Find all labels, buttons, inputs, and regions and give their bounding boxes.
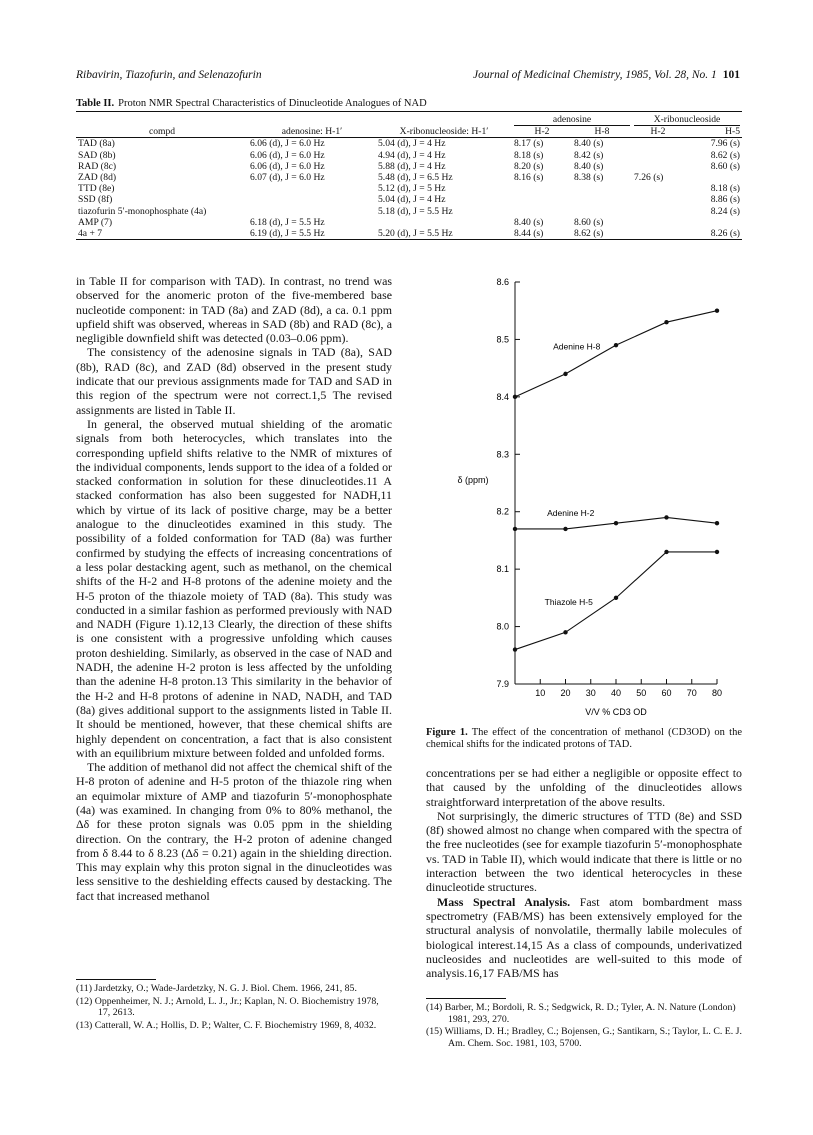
series-label: Thiazole H-5 xyxy=(544,597,593,608)
cell-x-h2 xyxy=(632,228,684,240)
section-heading: Mass Spectral Analysis. xyxy=(437,894,571,909)
cell-x-h2 xyxy=(632,206,684,217)
table-row xyxy=(76,183,742,194)
cell-adenosine-h1: 6.19 (d), J = 5.5 Hz xyxy=(248,228,376,240)
table-row xyxy=(76,206,742,217)
cell-compd: 4a + 7 xyxy=(76,228,248,240)
table-row xyxy=(76,138,742,150)
cell-h8: 8.40 (s) xyxy=(574,160,604,172)
data-point xyxy=(614,521,618,525)
cell-compd: AMP (7) xyxy=(78,216,113,228)
cell-adenosine-h1: 6.18 (d), J = 5.5 Hz xyxy=(250,216,325,228)
cell-x-h5: 7.96 (s) xyxy=(710,138,740,150)
journal-citation: Journal of Medicinal Chemistry, 1985, Vol. 28, No. 1 xyxy=(473,69,717,81)
cell-adenosine-h1: 6.06 (d), J = 6.0 Hz xyxy=(250,160,325,172)
cell-compd: TAD (8a) xyxy=(78,138,115,150)
cell-compd: SSD (8f) xyxy=(78,194,113,206)
data-point xyxy=(563,372,567,376)
paragraph: concentrations per se had either a negligible or opposite effect to that caused by the unfolding of the dinucleotides allows straightforward interpretation of the above results. xyxy=(426,766,742,809)
cell-x-h1: 4.94 (d), J = 4 Hz xyxy=(378,149,446,161)
cell-h2: 8.44 (s) xyxy=(512,228,572,240)
cell-h2: 8.18 (s) xyxy=(514,149,544,161)
y-tick-label: 8.5 xyxy=(496,334,509,345)
cell-adenosine-h1: 6.06 (d), J = 6.0 Hz xyxy=(250,149,325,161)
cell-h8: 8.62 (s) xyxy=(572,228,632,240)
cell-adenosine-h1 xyxy=(248,206,376,217)
x-tick-label: 30 xyxy=(585,688,596,698)
cell-x-h5: 8.26 (s) xyxy=(684,228,742,240)
table-row xyxy=(76,228,742,240)
right-column-body xyxy=(426,766,742,980)
data-point xyxy=(513,395,517,399)
column-header-compd: compd xyxy=(76,126,248,138)
cell-compd: SAD (8b) xyxy=(78,149,116,161)
table-row xyxy=(76,172,742,183)
data-point xyxy=(715,550,719,554)
data-point xyxy=(513,527,517,531)
cell-adenosine-h1 xyxy=(248,183,376,194)
cell-x-h1: 5.18 (d), J = 5.5 Hz xyxy=(378,205,453,217)
cell-x-h5: 8.86 (s) xyxy=(710,194,740,206)
cell-h8: 8.38 (s) xyxy=(574,172,604,184)
column-header-h8: H-8 xyxy=(572,126,632,138)
cell-x-h5: 8.60 (s) xyxy=(710,160,740,172)
footnotes-left xyxy=(76,983,392,1032)
x-tick-label: 60 xyxy=(661,688,672,698)
series-label: Adenine H-2 xyxy=(547,508,595,519)
cell-h8: 8.60 (s) xyxy=(574,216,604,228)
x-tick-label: 40 xyxy=(610,688,622,698)
series-line xyxy=(515,311,717,397)
cell-x-h5 xyxy=(684,172,742,183)
paragraph: The consistency of the adenosine signals in TAD (8a), SAD (8b), RAD (8c), and ZAD (8d) observed in the present study indicate that our previous assignments made for TAD and SAD in this region of the spectrum were not correct.1,5 The revised assignments are listed in Table II. xyxy=(76,345,392,417)
cell-x-h2 xyxy=(632,150,684,161)
footnote: (12) Oppenheimer, N. J.; Arnold, L. J., Jr.; Kaplan, N. O. Biochemistry 1978, 17, 2613. xyxy=(76,995,379,1019)
cell-h2: 8.16 (s) xyxy=(514,172,544,184)
cell-h2 xyxy=(512,194,572,205)
footnotes-right xyxy=(426,1002,742,1050)
data-point xyxy=(563,630,567,634)
running-head-title: Ribavirin, Tiazofurin, and Selenazofurin xyxy=(76,69,262,81)
nmr-table xyxy=(76,111,742,240)
cell-x-h1: 5.20 (d), J = 5.5 Hz xyxy=(376,228,512,240)
footnote-divider xyxy=(426,998,506,999)
y-tick-label: 8.4 xyxy=(496,391,509,402)
data-point xyxy=(664,550,668,554)
table-row xyxy=(76,217,742,228)
cell-compd: TTD (8e) xyxy=(78,183,115,195)
y-tick-label: 8.2 xyxy=(496,506,509,517)
cell-x-h1: 5.04 (d), J = 4 Hz xyxy=(378,138,446,150)
cell-x-h2 xyxy=(632,217,684,228)
cell-adenosine-h1: 6.06 (d), J = 6.0 Hz xyxy=(250,138,325,150)
group-header-x-ribonucleoside: X-ribonucleoside xyxy=(634,114,740,126)
cell-h2 xyxy=(512,183,572,194)
cell-x-h5: 8.18 (s) xyxy=(710,183,740,195)
cell-x-h1 xyxy=(376,217,512,228)
data-point xyxy=(614,596,618,600)
mass-spec-text: Fast atom bombardment mass spectrometry (FAB/MS) has been extensively employed for the structural analysis of nonvolatile, thermally labile molecules of biological interest.14,15 As a class of compounds, underivatized nucleosides and nucleotides are well-suited to this mode of analysis.16,17 FAB/MS has xyxy=(426,894,743,981)
footnote: (11) Jardetzky, O.; Wade-Jardetzky, N. G. J. Biol. Chem. 1966, 241, 85. xyxy=(76,983,357,994)
figure-caption xyxy=(426,727,742,752)
paragraph: Not surprisingly, the dimeric structures of TTD (8e) and SSD (8f) showed almost no change when compared with the spectra of the free nucleotides (see for example tiazofurin 5′-monophosphate vs. TAD in Table II), which would indicate that there is little or no interaction between the two identical heterocycles in these dinucleotide structures. xyxy=(426,808,742,895)
group-header-adenosine: adenosine xyxy=(514,114,630,126)
left-column-body xyxy=(76,274,392,903)
footnote: (15) Williams, D. H.; Bradley, C.; Bojensen, G.; Santikarn, S.; Taylor, L. C. E. J. Am. Chem. Soc. 1981, 103, 5700. xyxy=(426,1026,742,1049)
x-tick-label: 20 xyxy=(560,688,571,698)
cell-h2: 8.20 (s) xyxy=(514,160,544,172)
data-point xyxy=(664,515,668,519)
paragraph-mass-spec xyxy=(426,895,742,981)
cell-x-h2 xyxy=(632,161,684,172)
cell-adenosine-h1: 6.07 (d), J = 6.0 Hz xyxy=(250,172,325,184)
table-row xyxy=(76,194,742,205)
cell-adenosine-h1 xyxy=(248,194,376,205)
chart-svg xyxy=(426,270,742,730)
x-tick-label: 80 xyxy=(711,688,723,698)
cell-h8 xyxy=(572,183,632,194)
table-row xyxy=(76,150,742,161)
cell-x-h5: 8.62 (s) xyxy=(710,149,740,161)
cell-h2: 8.40 (s) xyxy=(514,216,544,228)
cell-h2: 8.17 (s) xyxy=(514,138,544,150)
cell-h8 xyxy=(572,206,632,217)
footnote: (13) Catterall, W. A.; Hollis, D. P.; Walter, C. F. Biochemistry 1969, 8, 4032. xyxy=(76,1019,377,1031)
data-point xyxy=(614,343,618,347)
y-tick-label: 8.1 xyxy=(496,564,509,575)
data-point xyxy=(664,320,668,324)
cell-x-h1: 5.12 (d), J = 5 Hz xyxy=(378,183,446,195)
cell-x-h2: 7.26 (s) xyxy=(634,172,664,184)
data-point xyxy=(715,521,719,525)
paragraph: In general, the observed mutual shielding of the aromatic signals from both heterocycles, which translates into the corresponding upfield shifts relative to the NMR of mixtures of the individual components, lends support to the idea of a folded or stacked conformation in solution for these dinucleotides.11 A stacked conformation has also been suggested for NADH,11 which by virtue of its lack of positive charge, may be a better analogue to the dinucleotides examined in this study. The possibility of a folded conformation for TAD (8a) was further confirmed by studying the effects of increasing concentrations of a less polar destacking agent, such as methanol, on the chemical shifts of the H-2 and H-8 protons of the adenine moiety and the H-5 proton of the thiazole moiety of TAD (8a). This study was conducted in a similar fashion as performed previously with NAD and NADH (Figure 1).12,13 Clearly, the direction of these shifts is one consistent with a progressive unfolding which causes proton deshielding. Similarly, as observed in the case of NAD and NADH, the adenine H-2 proton is less affected by the unfolding than the adenine H-8 proton.13 This similarity in the behavior of the H-2 and H-8 protons of adenine in NAD, NADH, and TAD (8a) gives additional support to the assignments listed in Table II. It should be mentioned, however, that these chemical shifts are highly dependent on concentration, a fact that is also consistent with an equilibrium mixture between folded and unfolded forms. xyxy=(76,416,392,760)
x-tick-label: 10 xyxy=(535,688,546,698)
figure-1-chart xyxy=(426,270,742,730)
cell-x-h1: 5.04 (d), J = 4 Hz xyxy=(378,194,446,206)
table-row xyxy=(76,161,742,172)
footnote-divider xyxy=(76,979,156,980)
y-tick-label: 8.0 xyxy=(496,621,509,632)
table-label: Table II. xyxy=(76,98,115,109)
running-head-journal xyxy=(473,69,740,81)
x-tick-label: 50 xyxy=(636,688,647,698)
data-point xyxy=(513,647,517,651)
table-caption: Proton NMR Spectral Characteristics of Dinucleotide Analogues of NAD xyxy=(118,98,427,109)
figure-label: Figure 1. xyxy=(426,727,468,738)
figure-caption-text: The effect of the concentration of methanol (CD3OD) on the chemical shifts for the indicated protons of TAD. xyxy=(426,727,742,751)
column-header-x-h2: H-2 xyxy=(632,126,684,138)
cell-h2 xyxy=(512,206,572,217)
cell-compd: RAD (8c) xyxy=(78,160,117,172)
column-header-x-h5: H-5 xyxy=(684,126,742,138)
table-title xyxy=(76,98,427,109)
cell-h8: 8.40 (s) xyxy=(574,138,604,150)
y-axis-label: δ (ppm) xyxy=(457,475,489,485)
x-tick-label: 70 xyxy=(686,688,697,698)
x-axis-label: V/V % CD3 OD xyxy=(585,707,647,717)
y-tick-label: 8.3 xyxy=(496,449,509,460)
cell-x-h5 xyxy=(684,217,742,228)
footnote: (14) Barber, M.; Bordoli, R. S.; Sedgwick, R. D.; Tyler, A. N. Nature (London) 1981, 293, 270. xyxy=(426,1002,736,1025)
cell-x-h2 xyxy=(632,194,684,205)
data-point xyxy=(715,309,719,313)
series-label: Adenine H-8 xyxy=(553,341,601,352)
paragraph: in Table II for comparison with TAD). In contrast, no trend was observed for the anomeric proton of the five-membered base nucleotide component: in TAD (8a) and ZAD (8d), a ca. 0.1 ppm upfield shift was observed, whereas in SAD (8b) and RAD (8c), a negligible downfield shift was detected (0.03–0.06 ppm). xyxy=(76,274,392,346)
y-tick-label: 8.6 xyxy=(496,277,509,287)
cell-compd: ZAD (8d) xyxy=(78,172,117,184)
cell-x-h1: 5.88 (d), J = 4 Hz xyxy=(378,160,446,172)
paragraph: The addition of methanol did not affect the chemical shift of the H-8 proton of adenine and H-5 proton of the thiazole ring when an equimolar mixture of AMP and tiazofurin 5′-monophosphate (4a) was examined. In changing from 0% to 80% methanol, the Δδ for these proton signals was 0.05 ppm in the shielding direction. On the contrary, the H-2 proton of adenine changed from δ 8.44 to δ 8.23 (Δδ = 0.21) again in the shielding direction. This may explain why this proton signal in the dinucleotides was less sensitive to the deshielding effects caused by destacking. The fact that increased methanol xyxy=(76,760,392,903)
y-tick-label: 7.9 xyxy=(496,679,509,689)
cell-x-h2 xyxy=(632,183,684,194)
cell-compd: tiazofurin 5′-monophosphate (4a) xyxy=(78,205,207,217)
data-point xyxy=(563,527,567,531)
cell-x-h2 xyxy=(632,138,684,150)
cell-h8 xyxy=(572,194,632,205)
page-number: 101 xyxy=(722,69,740,81)
cell-x-h1: 5.48 (d), J = 6.5 Hz xyxy=(378,172,453,184)
cell-x-h5: 8.24 (s) xyxy=(710,205,740,217)
column-header-x-h1: X-ribonucleoside: H-1′ xyxy=(376,126,512,138)
column-header-h2: H-2 xyxy=(512,126,572,138)
column-header-adenosine-h1: adenosine: H-1′ xyxy=(248,126,376,138)
cell-h8: 8.42 (s) xyxy=(574,149,604,161)
